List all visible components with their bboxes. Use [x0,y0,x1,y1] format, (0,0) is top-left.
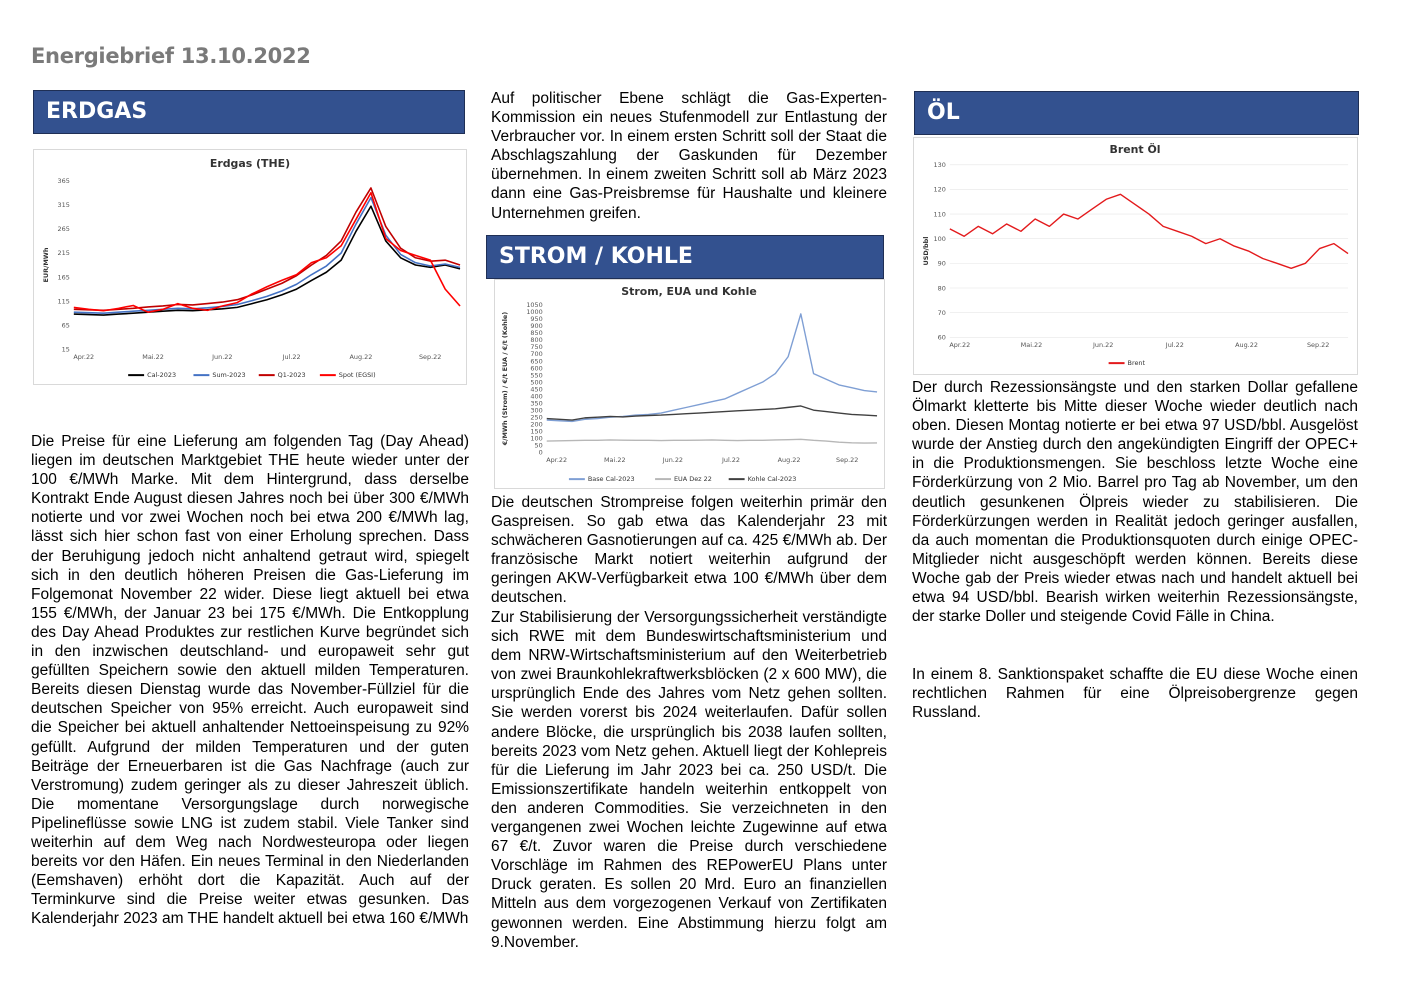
x-tick-label: Mai.22 [142,353,164,362]
y-tick-label: 215 [57,249,70,258]
series-line-0 [547,314,877,422]
y-tick-label: 1050 [526,301,543,310]
y-tick-label: 850 [530,329,543,338]
paragraph-oel-1: Der durch Rezessionsängste und den starken Dollar gefallene Ölmarkt kletterte bis Mitte dieser Woche wieder deutlich nach oben. Diesen Montag notierte er bei etwa 97 USD/bbl. Ausgelöst wurde der Anstieg durch den angekündigten Eingriff der OPEC+ in die Produktionsmengen. Sie beschloss letzte Woche eine Förderkürzung von 2 Mio. Barrel pro Tag ab November, um den deutlich gesunkenen Ölpreis wieder zu stabilisieren. Die Förderkürzungen werden in Realität jedoch geringer ausfallen, da auch momentan die Produktionsquoten durch einige OPEC-Mitglieder nicht ausgeschöpft werden können. Bereits diese Woche gab der Preis wieder etwas nach und handelt aktuell bei etwa 94 USD/bbl. Bearish wirken weiterhin Rezessionsängste, der starke Doller und steigende Covid Fälle in China. [912,379,1358,626]
y-tick-label: 450 [530,385,543,394]
chart-title: Erdgas (THE) [209,156,291,170]
y-tick-label: 130 [933,161,946,170]
paragraph-oel-2: In einem 8. Sanktionspaket schaffte die EU diese Woche einen rechtlichen Rahmen für eine Ölpreisobergrenze gegen Russland. [912,666,1358,722]
x-tick-label: Sep.22 [1306,341,1330,350]
y-tick-label: 0 [538,448,543,457]
series-line-0 [74,206,460,315]
y-tick-label: 800 [530,336,543,345]
chart-erdgas [33,149,467,385]
y-tick-label: 15 [61,345,70,354]
section-header-strom-kohle: STROM / KOHLE [486,235,884,279]
series-line-2 [74,188,460,310]
y-tick-label: 900 [530,322,543,331]
paragraph-erdgas: Die Preise für eine Lieferung am folgenden Tag (Day Ahead) liegen im deutschen Marktgebiet THE heute wieder unter der 100 €/MWh Marke. Mit dem Hintergrund, dass derselbe Kontrakt Ende August diesen Jahres noch bei über 300 €/MWh notierte und vor zwei Wochen noch bei etwa 200 €/MWh lag, lässt sich hier schon fast von einer Erholung sprechen. Dass der Beruhigung jedoch nicht anhaltend getraut wird, spiegelt sich in den deutlich höheren Preisen die Gas-Lieferung im Folgemonat November 22 wider. Diese liegt aktuell bei etwa 155 €/MWh, der Januar 23 bei 175 €/MWh. Die Entkopplung des Day Ahead Produktes zur restlichen Kurve begründet sich in den inzwischen deutschland- und europaweit sehr gut gefüllten Speichern sowie den aktuell milden Temperaturen. Bereits diesen Dienstag wurde das November-Füllziel für die deutschen Speicher von 95% erreicht. Auch europaweit sind die Speicher bei aktuell anhaltender Nettoeinspeisung zu 92% gefüllt. Aufgrund der milden Temperaturen und der guten Beiträge der Erneuerbaren ist die Gas Nachfrage (auch zur Verstromung) zudem geringer als zu dieser Jahreszeit üblich. Die momentane Versorgungslage durch norwegische Pipelineflüsse sowie LNG ist zudem stabil. Viele Tanker sind weiterhin auf dem Weg nach Nordwesteuropa oder liegen bereits vor den Häfen. Ein neues Terminal in den Niederlanden (Eemshaven) erhöht dort die Kapazität. Auch auf der Terminkurve sind die Preise weiter etwas gesunken. Das Kalenderjahr 2023 am THE handelt aktuell bei etwa 160 €/MWh [31,433,469,928]
x-tick-label: Apr.22 [546,456,568,465]
y-tick-label: 500 [530,378,543,387]
y-tick-label: 120 [933,185,946,194]
y-tick-label: 315 [57,201,70,210]
legend-label-1: EUA Dez 22 [673,475,712,484]
y-tick-label: 700 [530,350,543,359]
x-tick-label: Sep.22 [835,456,859,465]
y-tick-label: 65 [61,321,70,330]
y-tick-label: 300 [530,406,543,415]
x-tick-label: Jul.22 [1165,341,1184,350]
legend-label-0: Brent [1127,359,1146,368]
y-tick-label: 550 [530,371,543,380]
y-axis-label: USD/bbl [921,236,930,266]
series-line-1 [74,198,460,314]
chart-oel [913,137,1358,375]
y-tick-label: 80 [937,284,946,293]
x-tick-label: Jun.22 [662,456,684,465]
legend-label-1: Sum-2023 [212,371,246,380]
x-tick-label: Apr.22 [949,341,971,350]
x-tick-label: Mai.22 [603,456,626,465]
paragraph-strom-2: Zur Stabilisierung der Versorgungssicherheit verständigte sich RWE mit dem Bundeswirtschaftsministerium und dem NRW-Wirtschaftsministerium auf den Weiterbetrieb von zwei Braunkohlekraftwerksblöcken (2 x 600 MW), die ursprünglich Ende des Jahres vom Netz gehen sollten. Sie werden vorerst bis 2024 weiterlaufen. Dafür sollen andere Blöcke, die ursprünglich bis 2038 laufen sollten, bereits 2023 vom Netz gehen. Aktuell liegt der Kohlepreis für die Lieferung im Jahr 2023 bei ca. 250 USD/t. Die Emissionszertifikate handeln weiterhin entkoppelt von den anderen Commodities. Sie verzeichneten in den vergangenen zwei Wochen leichte Zugewinne auf etwa 67 €/t. Zuvor waren die Preise durch verschiedene Vorschläge im Rahmen des REPowerEU Plans unter Druck geraten. Es sollen 20 Mrd. Euro an finanziellen Mitteln aus dem vorgezogenen Verkauf von Zertifikaten gewonnen werden. Eine Abstimmung hierzu folgt am 9.November. [491,609,887,951]
x-tick-label: Aug.22 [1235,341,1258,350]
chart-title: Brent Öl [1109,142,1161,156]
legend-label-0: Cal-2023 [147,371,177,380]
document-title: Energiebrief 13.10.2022 [31,44,311,68]
y-tick-label: 150 [530,427,543,436]
y-tick-label: 400 [530,392,543,401]
x-tick-label: Sep.22 [418,353,442,362]
y-tick-label: 750 [530,343,543,352]
section-header-erdgas: ERDGAS [33,90,465,134]
y-tick-label: 115 [57,297,70,306]
x-tick-label: Jul.22 [721,456,741,465]
y-tick-label: 100 [933,235,946,243]
y-tick-label: 70 [937,308,946,317]
legend-label-2: Kohle Cal-2023 [747,475,797,484]
y-tick-label: 265 [57,225,70,234]
y-tick-label: 600 [530,364,543,373]
y-tick-label: 650 [530,357,543,366]
x-tick-label: Mai.22 [1020,341,1043,350]
section-header-oel: ÖL [914,91,1359,135]
x-tick-label: Jun.22 [1092,341,1114,350]
paragraph-politik: Auf politischer Ebene schlägt die Gas-Experten-Kommission ein neues Stufenmodell zur Entlastung der Verbraucher vor. In einem ersten Schritt soll der Staat die Abschlagszahlung der Gaskunden für Dezember übernehmen. In einem zweiten Schritt soll ab März 2023 dann eine Gas-Preisbremse für Haushalte und kleinere Unternehmen greifen. [491,90,887,222]
y-tick-label: 250 [530,413,543,422]
y-tick-label: 200 [530,420,543,429]
y-tick-label: 350 [530,399,543,408]
paragraph-strom-1: Die deutschen Strompreise folgen weiterhin primär den Gaspreisen. So gab etwa das Kalenderjahr 23 mit schwächeren Gasnotierungen auf ca. 425 €/MWh ab. Der französische Markt notiert weiterhin aufgrund der geringen AKW-Verfügbarkeit etwa 100 €/MWh über dem deutschen. [491,494,887,607]
x-tick-label: Aug.22 [777,456,801,465]
x-tick-label: Aug.22 [349,353,373,362]
series-line-0 [950,194,1348,268]
y-axis-label: €/MWh (Strom) / €/t EUA / €/t (Kohle) [500,311,509,446]
chart-title: Strom, EUA und Kohle [621,284,757,298]
y-tick-label: 365 [57,177,70,186]
legend-label-0: Base Cal-2023 [587,475,635,484]
y-tick-label: 165 [57,273,70,282]
legend-label-3: Spot (EGSI) [338,371,376,380]
chart-strom [494,279,885,489]
series-line-1 [547,439,877,443]
y-tick-label: 60 [937,333,946,342]
x-tick-label: Jul.22 [282,353,301,362]
x-tick-label: Jun.22 [212,353,233,362]
series-line-2 [547,406,877,420]
y-tick-label: 50 [534,441,543,450]
series-line-3 [74,193,460,312]
y-tick-label: 90 [937,259,946,268]
y-tick-label: 110 [933,210,946,219]
y-axis-label: EUR/MWh [41,247,50,283]
y-tick-label: 100 [530,434,543,443]
y-tick-label: 1000 [526,308,543,317]
y-tick-label: 950 [530,315,543,324]
x-tick-label: Apr.22 [73,353,95,362]
legend-label-2: Q1-2023 [277,371,306,380]
